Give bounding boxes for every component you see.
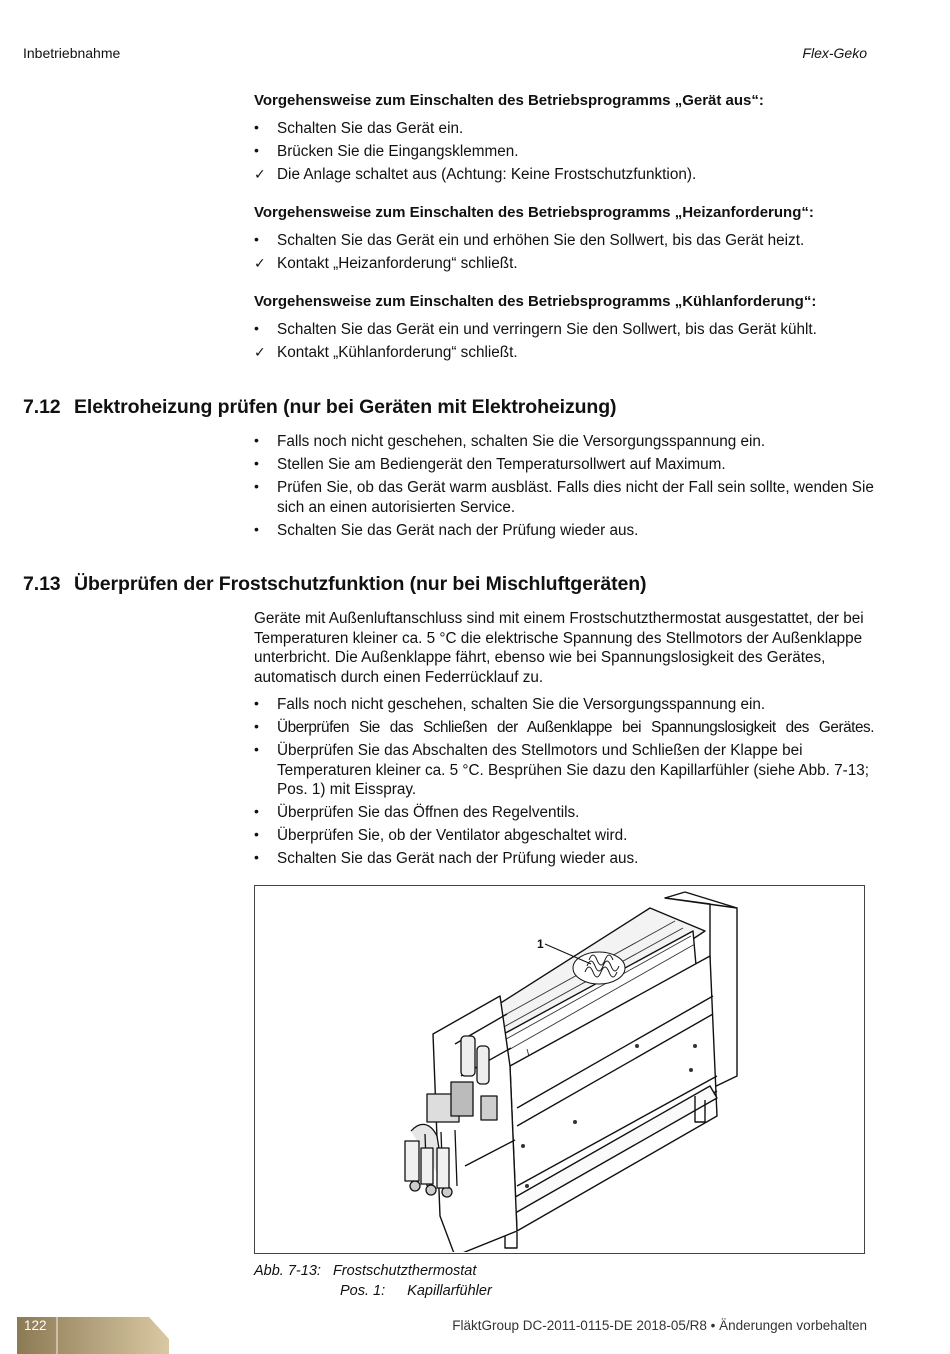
bullet-icon: • xyxy=(254,119,259,135)
prog1-heading: Vorgehensweise zum Einschalten des Betriebsprogramms „Gerät aus“: xyxy=(254,92,764,109)
list-item-text: Schalten Sie das Gerät ein. xyxy=(277,120,464,137)
footer-document-info: FläktGroup DC-2011-0115-DE 2018-05/R8 • Änderungen vorbehalten xyxy=(452,1318,867,1333)
list-item-text: Falls noch nicht geschehen, schalten Sie die Versorgungsspannung ein. xyxy=(277,696,766,713)
figure-callout-1: 1 xyxy=(537,937,544,951)
bullet-icon: • xyxy=(254,520,259,537)
caption-title: Frostschutzthermostat xyxy=(332,1263,477,1279)
checkmark-icon: ✓ xyxy=(254,166,266,182)
list-item xyxy=(254,521,874,541)
list-item-text: Überprüfen Sie das Öffnen des Regelventils. xyxy=(277,804,580,821)
figure-legend xyxy=(340,1283,492,1299)
section-title: Elektroheizung prüfen (nur bei Geräten mit Elektroheizung) xyxy=(74,396,617,418)
legend-pos-text: Kapillarfühler xyxy=(407,1283,492,1299)
list-item-text: Schalten Sie das Gerät ein und verringern Sie den Sollwert, bis das Gerät kühlt. xyxy=(277,321,817,338)
prog3-heading: Vorgehensweise zum Einschalten des Betriebsprogramms „Kühlanforderung“: xyxy=(254,293,817,310)
section-number: 7.12 xyxy=(23,396,61,418)
header-product: Flex-Geko xyxy=(802,45,867,61)
figure-caption xyxy=(254,1263,476,1279)
section-title: Überprüfen der Frostschutzfunktion (nur bei Mischluftgeräten) xyxy=(74,573,647,595)
figure-frame xyxy=(254,885,865,1254)
list-item xyxy=(254,254,874,274)
prog3-list xyxy=(254,320,874,366)
section-7-12-heading xyxy=(23,396,616,419)
list-item-text: Kontakt „Kühlanforderung“ schließt. xyxy=(277,344,518,361)
bullet-icon: • xyxy=(254,142,259,158)
checkmark-icon: ✓ xyxy=(254,344,266,360)
prog1-list xyxy=(254,119,874,188)
list-item xyxy=(254,432,874,452)
list-item xyxy=(254,343,874,363)
fan-coil-unit-illustration xyxy=(255,886,863,1252)
bullet-icon: • xyxy=(254,741,259,757)
bullet-icon: • xyxy=(254,826,259,842)
list-item-text: Überprüfen Sie, ob der Ventilator abgeschaltet wird. xyxy=(277,827,628,844)
bullet-icon: • xyxy=(254,320,259,336)
bullet-icon: • xyxy=(254,695,259,711)
list-item-text: Schalten Sie das Gerät nach der Prüfung wieder aus. xyxy=(277,850,639,867)
page-number: 122 xyxy=(24,1318,47,1333)
list-item-text: Die Anlage schaltet aus (Achtung: Keine Frostschutzfunktion). xyxy=(277,166,697,183)
list-item xyxy=(254,119,874,139)
bullet-icon: • xyxy=(254,849,259,865)
list-item xyxy=(254,826,874,846)
section-7-13-heading xyxy=(23,573,646,596)
prog2-heading: Vorgehensweise zum Einschalten des Betriebsprogramms „Heizanforderung“: xyxy=(254,204,814,221)
list-item xyxy=(254,741,874,800)
bullet-icon: • xyxy=(254,231,259,247)
legend-pos-label: Pos. 1: xyxy=(340,1283,386,1299)
list-item xyxy=(254,231,874,251)
list-item-text: Brücken Sie die Eingangsklemmen. xyxy=(277,143,519,160)
list-item-text: Prüfen Sie, ob das Gerät warm ausbläst. Falls dies nicht der Fall sein sollte, wenden Sie sich an einen autorisierten Service. xyxy=(277,479,874,516)
list-item-text: Stellen Sie am Bediengerät den Temperatursollwert auf Maximum. xyxy=(277,456,726,473)
header-chapter: Inbetriebnahme xyxy=(23,45,121,61)
section-number: 7.13 xyxy=(23,573,61,595)
list-item-text: Überprüfen Sie das Schließen der Außenklappe bei Spannungslosigkeit des Gerätes. xyxy=(277,719,874,736)
bullet-icon: • xyxy=(254,478,259,494)
bullet-icon: • xyxy=(254,803,259,819)
bullet-icon: • xyxy=(254,455,259,471)
list-item-text: Falls noch nicht geschehen, schalten Sie die Versorgungsspannung ein. xyxy=(277,433,766,450)
list-item xyxy=(254,455,874,475)
list-item-text: Kontakt „Heizanforderung“ schließt. xyxy=(277,255,518,272)
list-item xyxy=(254,320,874,340)
checkmark-icon: ✓ xyxy=(254,255,266,271)
list-item xyxy=(254,803,874,823)
list-item-text: Schalten Sie das Gerät nach der Prüfung wieder aus. xyxy=(277,521,639,539)
list-item-text: Schalten Sie das Gerät ein und erhöhen Sie den Sollwert, bis das Gerät heizt. xyxy=(277,232,805,249)
caption-label: Abb. 7-13: xyxy=(254,1263,321,1279)
list-item xyxy=(254,478,874,517)
list-item xyxy=(254,695,874,715)
section-7-13-intro: Geräte mit Außenluftanschluss sind mit einem Frostschutzthermostat ausgestattet, der bei Temperaturen kleiner ca. 5 °C die elektrische Spannung des Stellmotors der Außenklappe unterbricht. Die Außenklappe fährt, ebenso wie bei Spannungslosigkeit des Gerätes, automatisch durch einen Federrücklauf zu. xyxy=(254,610,864,686)
section-7-13-list xyxy=(254,695,874,872)
list-item xyxy=(254,849,874,869)
bullet-icon: • xyxy=(254,432,259,448)
list-item xyxy=(254,718,874,738)
list-item xyxy=(254,165,874,185)
section-7-12-list xyxy=(254,432,874,544)
list-item xyxy=(254,142,874,162)
prog2-list xyxy=(254,231,874,277)
list-item-text: Überprüfen Sie das Abschalten des Stellmotors und Schließen der Klappe bei Temperaturen kleiner ca. 5 °C. Besprühen Sie dazu den Kapillarfühler (siehe Abb. 7-13; Pos. 1) mit Eisspray. xyxy=(277,742,869,798)
bullet-icon: • xyxy=(254,718,259,734)
